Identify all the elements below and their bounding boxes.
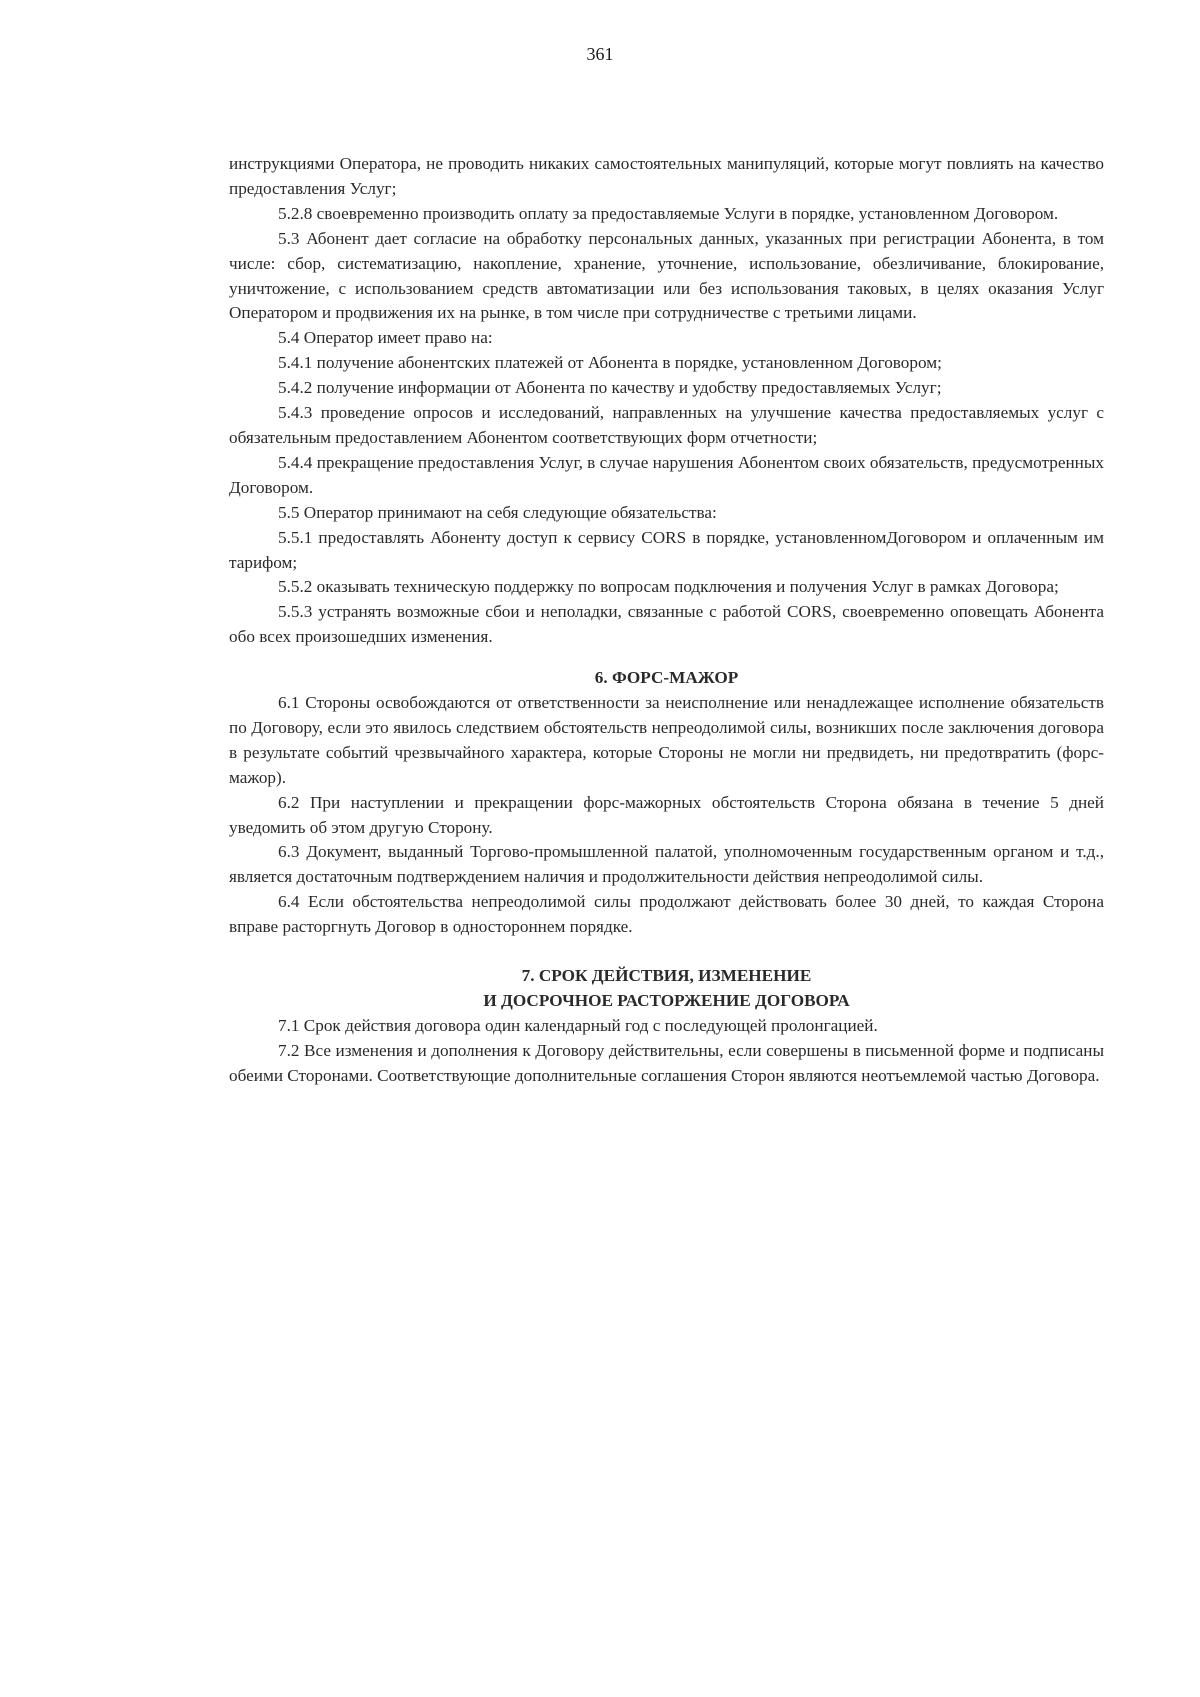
- document-body: [229, 152, 1104, 1089]
- paragraph-6-3: 6.3 Документ, выданный Торгово-промышленной палатой, уполномоченным государственным органом и т.д., является достаточным подтверждением наличия и продолжительности действия непреодолимой силы.: [229, 842, 1104, 887]
- paragraph-6-4: 6.4 Если обстоятельства непреодолимой силы продолжают действовать более 30 дней, то каждая Сторона вправе расторгнуть Договор в одностороннем порядке.: [229, 892, 1104, 937]
- paragraph-5-5-2: 5.5.2 оказывать техническую поддержку по вопросам подключения и получения Услуг в рамках Договора;: [278, 577, 1059, 597]
- paragraph-5-4-4: 5.4.4 прекращение предоставления Услуг, в случае нарушения Абонентом своих обязательств, предусмотренных Договором.: [229, 452, 1104, 497]
- section-6-title: 6. ФОРС-МАЖОР: [594, 668, 739, 688]
- section-spacer: [229, 940, 1104, 964]
- page-number: 361: [586, 44, 614, 64]
- paragraph-5-4-3: 5.4.3 проведение опросов и исследований, направленных на улучшение качества предоставляемых услуг с обязательным предоставлением Абонентом соответствующих форм отчетности;: [229, 403, 1104, 447]
- paragraph-6-2: 6.2 При наступлении и прекращении форс-мажорных обстоятельств Сторона обязана в течение 5 дней уведомить об этом другую Сторону.: [229, 792, 1104, 837]
- paragraph-7-2: 7.2 Все изменения и дополнения к Договору действительны, если совершены в письменной форме и подписаны обеими Сторонами. Соответствующие дополнительные соглашения Сторон являются неотъемлемой частью Договора.: [229, 1040, 1104, 1085]
- paragraph-7-1: 7.1 Срок действия договора один календарный год с последующей пролонгацией.: [278, 1015, 878, 1035]
- paragraph-5-5-3: 5.5.3 устранять возможные сбои и неполадки, связанные с работой CORS, своевременно оповещать Абонента обо всех произошедших изменения.: [229, 602, 1104, 647]
- paragraph-5-4-1: 5.4.1 получение абонентских платежей от Абонента в порядке, установленном Договором;: [278, 353, 942, 373]
- section-7-title-line-1: 7. СРОК ДЕЙСТВИЯ, ИЗМЕНЕНИЕ: [521, 966, 812, 986]
- paragraph-continuation: инструкциями Оператора, не проводить никаких самостоятельных манипуляций, которые могут повлиять на качество предоставления Услуг;: [229, 154, 1104, 198]
- section-7-title-line-2: И ДОСРОЧНОЕ РАСТОРЖЕНИЕ ДОГОВОРА: [483, 991, 850, 1010]
- paragraph-6-1: 6.1 Стороны освобождаются от ответственности за неисполнение или ненадлежащее исполнение обязательств по Договору, если это явилось следствием обстоятельств непреодолимой силы, возникших после заключения договора в результате событий чрезвычайного характера, которые Стороны не могли ни предвидеть, ни предотвратить (форс-мажор).: [229, 693, 1104, 787]
- paragraph-5-3: 5.3 Абонент дает согласие на обработку персональных данных, указанных при регистрации Абонента, в том числе: сбор, систематизацию, накопление, хранение, уточнение, использование, обезличивание, блокирование, уничтожение, с использованием средств автоматизации или без использования таковых, в целях оказания Услуг Оператором и продвижения их на рынке, в том числе при сотрудничестве с третьими лицами.: [229, 228, 1104, 323]
- paragraph-5-5: 5.5 Оператор принимают на себя следующие обязательства:: [278, 502, 717, 522]
- paragraph-5-2-8: 5.2.8 своевременно производить оплату за предоставляемые Услуги в порядке, установленном Договором.: [278, 203, 1059, 223]
- paragraph-5-4: 5.4 Оператор имеет право на:: [278, 328, 493, 348]
- paragraph-5-5-1: 5.5.1 предоставлять Абоненту доступ к сервису CORS в порядке, установленномДоговором и оплаченным им тарифом;: [229, 527, 1104, 572]
- paragraph-5-4-2: 5.4.2 получение информации от Абонента по качеству и удобству предоставляемых Услуг;: [278, 378, 942, 398]
- section-spacer: [229, 650, 1104, 666]
